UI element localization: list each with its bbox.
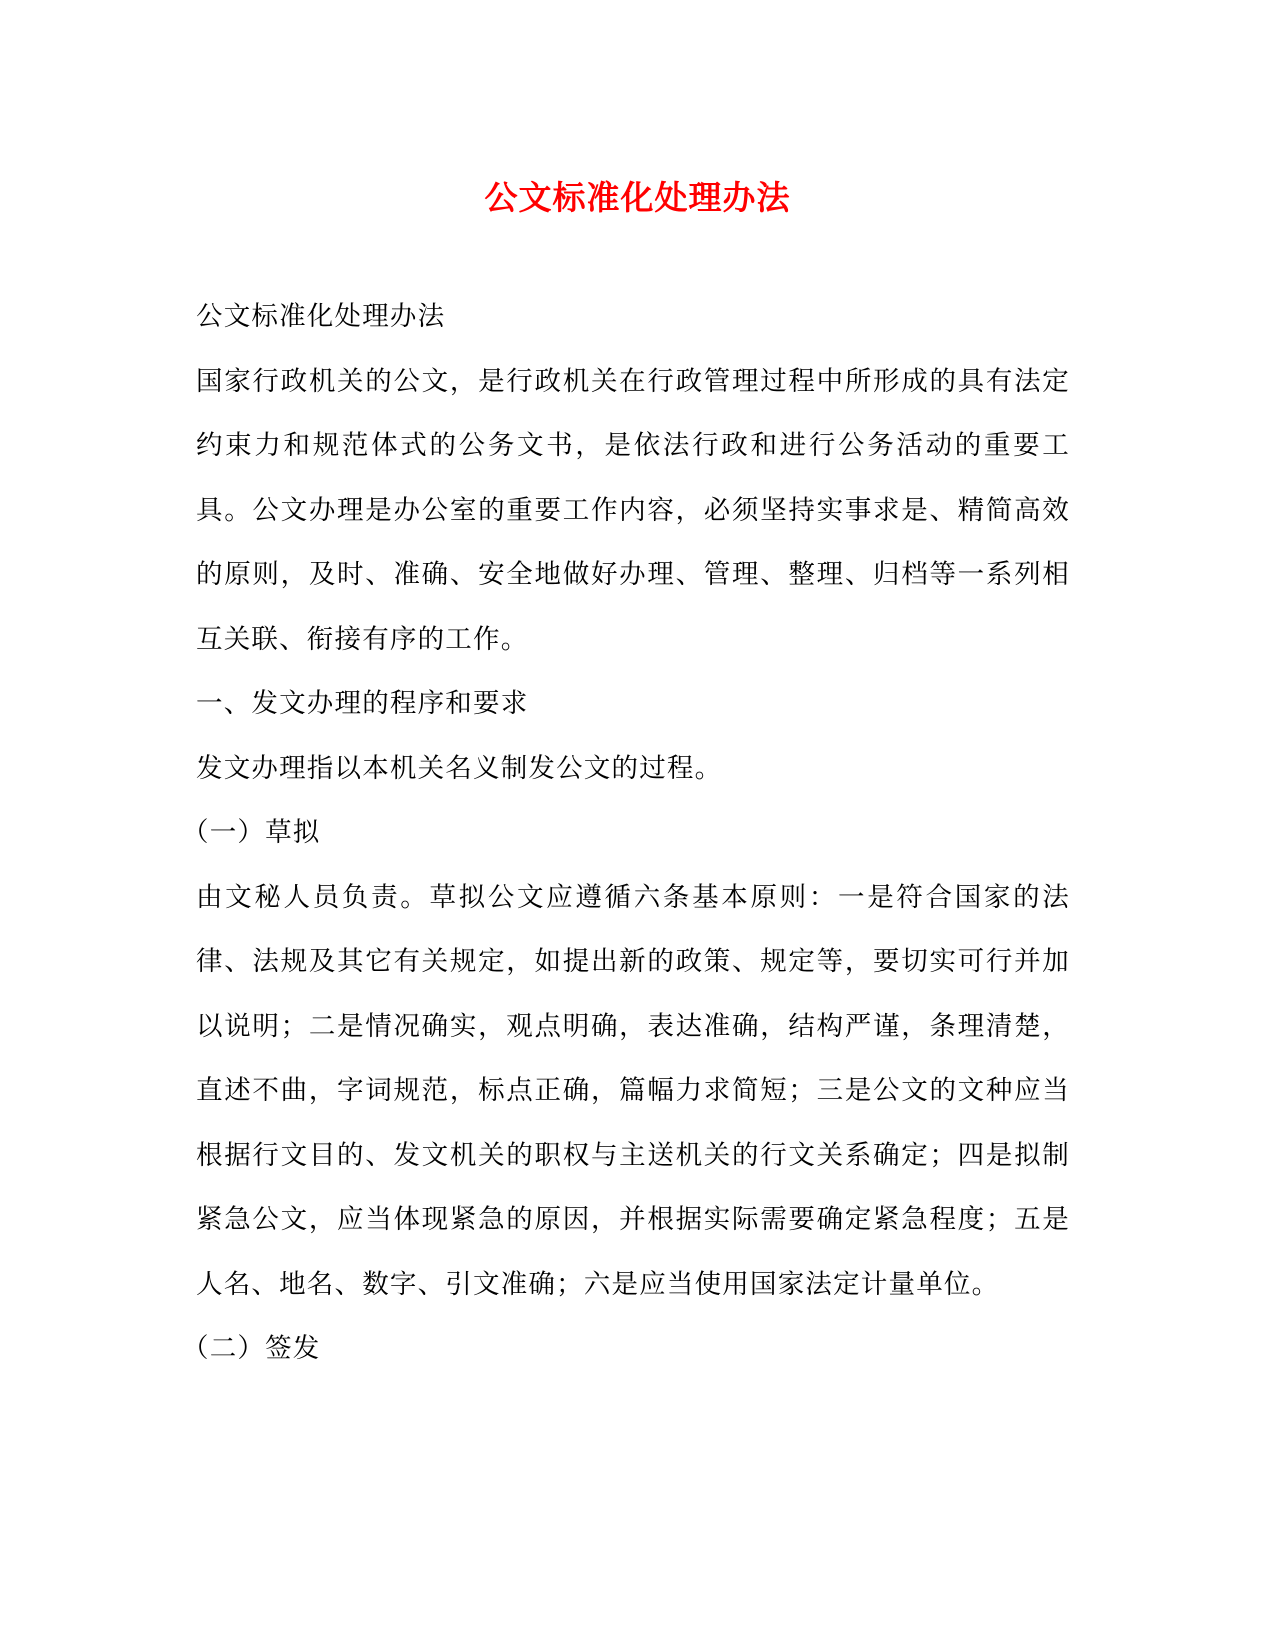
drafting-paragraph: 由文秘人员负责。草拟公文应遵循六条基本原则：一是符合国家的法律、法规及其它有关规定，如提出新的政策、规定等，要切实可行并加以说明；二是情况确实，观点明确，表达准确，结构严谨，条理清楚，直述不曲，字词规范，标点正确，篇幅力求简短；三是公文的文种应当根据行文目的、发文机关的职权与主送机关的行文关系确定；四是拟制紧急公文，应当体现紧急的原因，并根据实际需要确定紧急程度；五是人名、地名、数字、引文准确；六是应当使用国家法定计量单位。: [196, 881, 1070, 1300]
subsection-heading-drafting: （一）草拟: [182, 817, 321, 848]
section-intro-paragraph: 发文办理指以本机关名义制发公文的过程。: [196, 752, 723, 784]
subsection-heading-signing: （二）签发: [182, 1333, 321, 1364]
document-title: 公文标准化处理办法: [484, 178, 791, 217]
intro-paragraph: 国家行政机关的公文，是行政机关在行政管理过程中所形成的具有法定约束力和规范体式的公务文书，是依法行政和进行公务活动的重要工具。公文办理是办公室的重要工作内容，必须坚持实事求是、精简高效的原则，及时、准确、安全地做好办理、管理、整理、归档等一系列相互关联、衔接有序的工作。: [196, 365, 1070, 655]
document-body: [182, 285, 1070, 1382]
section-heading-1: 一、发文办理的程序和要求: [196, 688, 529, 719]
doc-subtitle: 公文标准化处理办法: [196, 301, 446, 332]
